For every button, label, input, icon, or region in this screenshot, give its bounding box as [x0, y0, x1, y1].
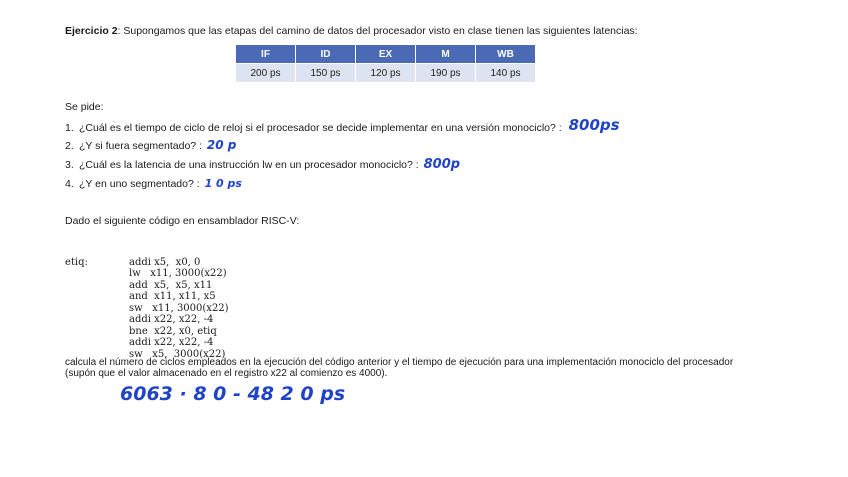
assembly-code [129, 245, 229, 372]
code-intro: Dado el siguiente código en ensamblador RISC-V: [65, 215, 300, 227]
handwritten-answer: 1 0 ps [204, 177, 242, 190]
se-pide-label: Se pide: [65, 101, 104, 113]
handwritten-final-answer: 6063 · 8 0 - 48 2 0 ps [120, 383, 346, 405]
code-label-etiq: etiq: [65, 257, 88, 268]
code-line: addi x22, x22, -4 [129, 314, 214, 325]
question-number: 2. [65, 140, 74, 152]
final-question-line-1: calcula el número de ciclos empleados en la ejecución del código anterior y el tiempo de ejecución para una implementación monociclo del procesador [65, 357, 734, 368]
code-line: addi x22, x22, -4 [129, 337, 214, 348]
latency-table-header [236, 45, 536, 64]
exercise-title: Ejercicio 2 [65, 25, 118, 37]
latency-table [236, 45, 536, 82]
code-line: bne x22, x0, etiq [129, 325, 217, 337]
question-number: 4. [65, 178, 74, 190]
question-1 [65, 116, 620, 135]
code-line: sw x11, 3000(x22) [129, 302, 229, 314]
question-2 [65, 139, 236, 153]
handwritten-answer: 800p [423, 157, 461, 172]
value-cell: 190 ps [416, 64, 476, 83]
code-line: lw x11, 3000(x22) [129, 268, 227, 279]
question-3 [65, 158, 460, 172]
final-question-line-2: (supón que el valor almacenado en el registro x22 al comienzo es 4000). [65, 368, 388, 379]
question-number: 1. [65, 122, 74, 134]
value-cell: 140 ps [476, 64, 536, 83]
code-line: and x11, x11, x5 [129, 291, 216, 302]
question-text: ¿Cuál es la latencia de una instrucción lw en un procesador monociclo? : [79, 159, 419, 171]
value-cell: 150 ps [296, 64, 356, 83]
handwritten-answer: 20 p [206, 138, 237, 152]
value-cell: 120 ps [356, 64, 416, 83]
latency-table-row [236, 64, 536, 83]
code-line: add x5, x5, x11 [129, 279, 213, 291]
header-cell: WB [476, 45, 536, 64]
question-text: ¿Y en uno segmentado? : [79, 178, 200, 190]
value-cell: 200 ps [236, 64, 296, 83]
exercise-intro [65, 25, 638, 38]
question-text: ¿Cuál es el tiempo de ciclo de reloj si el procesador se decide implementar en una versión monociclo? : [79, 122, 562, 134]
header-cell: IF [236, 45, 296, 64]
question-4 [65, 177, 242, 191]
header-cell: EX [356, 45, 416, 64]
handwritten-answer: 800ps [568, 116, 620, 134]
question-text: ¿Y si fuera segmentado? : [79, 140, 202, 152]
header-cell: M [416, 45, 476, 64]
code-line: addi x5, x0, 0 [129, 256, 201, 268]
header-cell: ID [296, 45, 356, 64]
code-line: sw x5, 3000(x22) [129, 348, 226, 360]
question-number: 3. [65, 159, 74, 171]
exercise-statement: : Supongamos que las etapas del camino de datos del procesador visto en clase tienen las siguientes latencias: [117, 25, 638, 37]
